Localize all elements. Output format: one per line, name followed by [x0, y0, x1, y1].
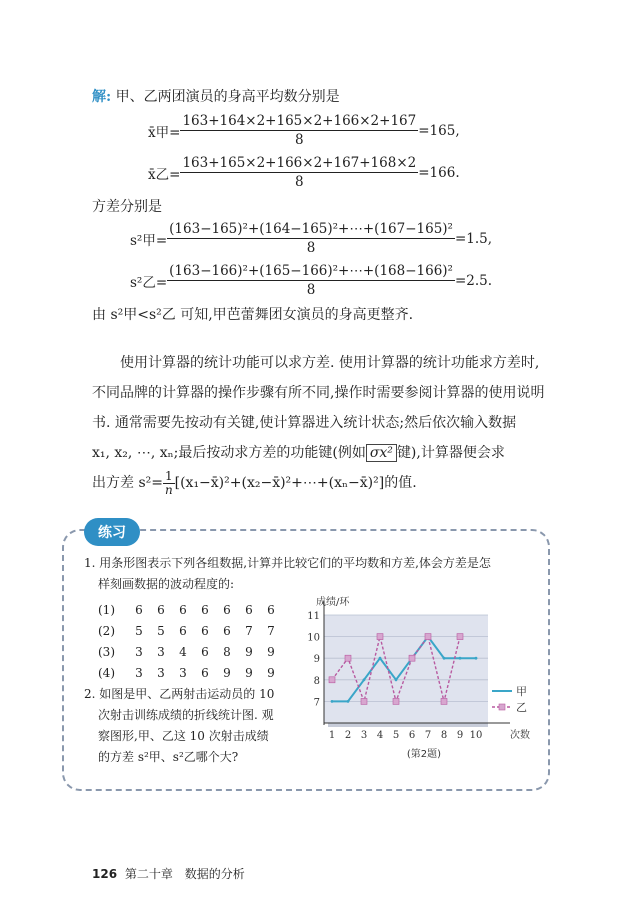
data-row-value: 5: [157, 624, 165, 638]
chart-point-yi: [425, 634, 431, 640]
chart-x-tick-label: 10: [469, 730, 483, 741]
paragraph-line-4-a: x₁, x₂, ⋯, xₙ;最后按动求方差的功能键(例如: [92, 445, 366, 461]
data-row-value: 6: [223, 603, 231, 617]
data-row-value: 6: [135, 603, 143, 617]
chart-y-tick-label: 11: [307, 611, 320, 622]
data-rows: [98, 600, 282, 684]
var-yi-numerator: (163−166)²+(165−166)²+⋯+(168−166)²: [169, 263, 453, 279]
var-jia-rhs: =1.5,: [454, 230, 493, 247]
question-2-line-2: 次射击训练成绩的折线统计图. 观: [98, 708, 274, 722]
calculator-paragraph: [92, 348, 577, 498]
chart-point-yi: [345, 655, 351, 661]
var-jia-fraction: [167, 220, 455, 257]
data-row-value: 9: [267, 666, 275, 680]
page-footer: [92, 865, 245, 882]
data-row: [98, 663, 282, 684]
data-row-value: 6: [201, 645, 209, 659]
question-2-line-4: 的方差 s²甲、s²乙哪个大?: [98, 750, 239, 764]
mean-yi-lhs: x̄乙=: [148, 166, 181, 183]
mean-jia-fraction: [180, 112, 418, 149]
data-row: [98, 600, 282, 621]
variance-key-label: σx²: [366, 444, 397, 462]
data-row-value: 3: [157, 645, 165, 659]
chart-point-jia: [475, 657, 478, 660]
data-row-value: 5: [135, 624, 143, 638]
data-row-value: 6: [179, 624, 187, 638]
var-jia-denominator: 8: [306, 240, 316, 256]
chart-point-jia: [347, 700, 350, 703]
chart-x-tick-label: 9: [456, 730, 464, 741]
chart-x-tick-label: 5: [392, 730, 400, 741]
var-yi-rhs: =2.5.: [454, 272, 493, 289]
data-row-value: 7: [267, 624, 275, 638]
chart-x-tick-label: 6: [408, 730, 416, 741]
chart-legend-label: 乙: [516, 701, 527, 714]
chart-point-jia: [363, 678, 366, 681]
chart-point-yi: [457, 634, 463, 640]
paragraph-line-5-b: [(x₁−x̄)²+(x₂−x̄)²+⋯+(xₙ−x̄)²]的值.: [174, 475, 417, 491]
data-row-value: 3: [135, 666, 143, 680]
chart-x-tick-label: 2: [344, 730, 352, 741]
chart-x-tick-label: 1: [328, 730, 336, 741]
chart-point-jia: [379, 657, 382, 660]
one-over-n-numerator: 1: [164, 468, 173, 483]
chart-point-yi: [377, 634, 383, 640]
one-over-n-fraction: [163, 470, 175, 497]
question-1: [84, 553, 491, 595]
data-row: [98, 642, 282, 663]
chart-x-tick-label: 8: [440, 730, 448, 741]
solution-keyword: 解:: [92, 89, 112, 105]
mean-yi-numerator: 163+165×2+166×2+167+168×2: [182, 155, 417, 171]
one-over-n-denominator: n: [164, 482, 173, 497]
chart-point-yi: [409, 655, 415, 661]
mean-yi-rhs: =166.: [418, 164, 460, 181]
chart-caption: (第2题): [406, 749, 442, 760]
var-yi-lhs: s²乙=: [130, 274, 168, 291]
paragraph-line-2: 不同品牌的计算器的操作步骤有所不同,操作时需要参阅计算器的使用说明: [92, 385, 545, 401]
solution-conclusion: 由 s²甲<s²乙 可知,甲芭蕾舞团女演员的身高更整齐.: [92, 307, 414, 323]
data-row-label: (4): [98, 666, 115, 680]
mean-yi-equation: [148, 154, 460, 191]
chart-point-yi: [441, 698, 447, 704]
paragraph-line-4-b: 键),计算器便会求: [396, 445, 505, 461]
var-jia-equation: [130, 220, 492, 257]
chart-y-tick-label: 7: [313, 697, 320, 709]
chart-point-yi: [393, 698, 399, 704]
data-row-label: (3): [98, 645, 115, 659]
data-row: [98, 621, 282, 642]
shooting-line-chart: [300, 595, 550, 765]
data-row-value: 6: [223, 624, 231, 638]
var-jia-numerator: (163−165)²+(164−165)²+⋯+(167−165)²: [169, 221, 453, 237]
var-yi-denominator: 8: [306, 282, 316, 298]
var-jia-lhs: s²甲=: [130, 232, 168, 249]
data-row-value: 4: [179, 645, 187, 659]
data-row-value: 3: [135, 645, 143, 659]
data-row-value: 9: [245, 666, 253, 680]
chart-point-jia: [443, 657, 446, 660]
chart-legend-label: 甲: [516, 685, 527, 698]
chart-legend-marker: [499, 704, 505, 710]
data-row-value: 9: [223, 666, 231, 680]
paragraph-line-1: 使用计算器的统计功能可以求方差. 使用计算器的统计功能求方差时,: [120, 355, 540, 371]
paragraph-line-4: [92, 438, 577, 468]
paragraph-line-5-a: 出方差 s²=: [92, 475, 163, 491]
mean-jia-lhs: x̄甲=: [148, 124, 181, 141]
mean-yi-fraction: [180, 154, 418, 191]
chapter-title: 数据的分析: [184, 867, 245, 881]
page-number: 126: [92, 867, 118, 881]
data-row-value: 6: [157, 603, 165, 617]
data-row-label: (1): [98, 603, 115, 617]
variance-intro: 方差分别是: [92, 199, 162, 215]
question-2: [84, 684, 274, 768]
question-2-line-3: 察图形,甲、乙这 10 次射击成绩: [98, 729, 269, 743]
chart-point-jia: [459, 657, 462, 660]
chart-x-axis-label: 次数: [510, 730, 530, 741]
chart-x-tick-label: 3: [360, 730, 368, 741]
question-1-line-1: 1. 用条形图表示下列各组数据,计算并比较它们的平均数和方差,体会方差是怎: [84, 556, 491, 570]
paragraph-line-5: [92, 468, 577, 498]
var-yi-fraction: [167, 262, 455, 299]
mean-jia-numerator: 163+164×2+165×2+166×2+167: [182, 113, 417, 129]
solution-intro-line: [92, 90, 340, 104]
data-row-value: 7: [245, 624, 253, 638]
data-row-value: 6: [201, 666, 209, 680]
chart-plot-shadow: [328, 723, 488, 727]
chart-y-tick-label: 8: [313, 675, 320, 687]
chart-plot-area: [324, 615, 488, 723]
data-row-value: 6: [201, 624, 209, 638]
chapter-label: 第二十章: [124, 867, 173, 881]
data-row-value: 9: [267, 645, 275, 659]
chart-point-jia: [395, 678, 398, 681]
data-row-value: 6: [267, 603, 275, 617]
chart-point-yi: [329, 677, 335, 683]
question-1-line-2: 样刻画数据的波动程度的:: [98, 577, 235, 591]
chart-x-tick-label: 7: [424, 730, 432, 741]
paragraph-line-3: 书. 通常需要先按动有关键,使计算器进入统计状态;然后依次输入数据: [92, 415, 517, 431]
chart-point-jia: [331, 700, 334, 703]
data-row-value: 9: [245, 645, 253, 659]
mean-yi-denominator: 8: [295, 174, 304, 190]
data-row-value: 6: [245, 603, 253, 617]
question-2-line-1: 2. 如图是甲、乙两射击运动员的 10: [84, 687, 275, 701]
solution-intro: 甲、乙两团演员的身高平均数分别是: [115, 89, 340, 105]
mean-jia-denominator: 8: [295, 132, 304, 148]
data-row-value: 6: [179, 603, 187, 617]
chart-y-axis-label: 成绩/环: [316, 597, 350, 608]
chart-x-tick-label: 4: [376, 730, 384, 741]
var-yi-equation: [130, 262, 492, 299]
practice-tag: 练习: [84, 518, 140, 546]
data-row-value: 8: [223, 645, 231, 659]
mean-jia-equation: [148, 112, 460, 149]
data-row-label: (2): [98, 624, 115, 638]
data-row-value: 6: [201, 603, 209, 617]
data-row-value: 3: [157, 666, 165, 680]
chart-y-tick-label: 10: [307, 632, 320, 644]
mean-jia-rhs: =165,: [418, 122, 460, 139]
data-row-value: 3: [179, 666, 187, 680]
chart-y-tick-label: 9: [313, 654, 320, 666]
chart-point-yi: [361, 698, 367, 704]
